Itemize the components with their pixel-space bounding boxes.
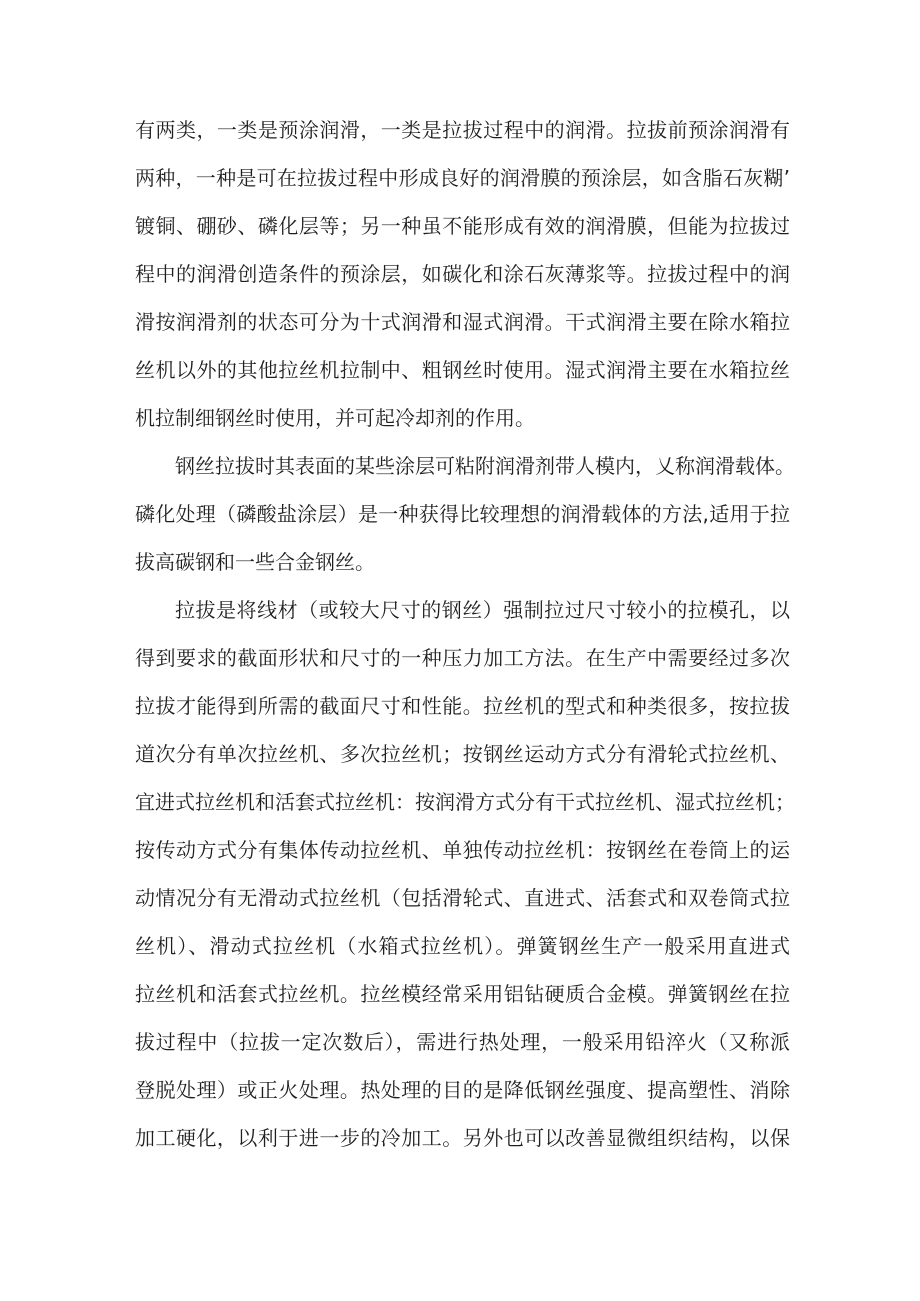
text-line: 丝机）、滑动式拉丝机（水箱式拉丝机）。弹簧钢丝生产一般采用直进式 bbox=[135, 934, 790, 958]
text-line: 滑按润滑剂的状态可分为十式润滑和湿式润滑。干式润滑主要在除水箱拉 bbox=[135, 310, 790, 334]
text-line: 宜进式拉丝机和活套式拉丝机：按润滑方式分有干式拉丝机、湿式拉丝机； bbox=[135, 790, 795, 814]
text-line: 拔高碳钢和一些合金钢丝。 bbox=[135, 550, 375, 574]
text-line: 拉拔才能得到所需的截面尺寸和性能。拉丝机的型式和种类很多，按拉拔 bbox=[135, 694, 790, 718]
text-line: 拉拔是将线材（或较大尺寸的钢丝）强制拉过尺寸较小的拉模孔，以 bbox=[175, 598, 790, 622]
text-line: 磷化处理（磷酸盐涂层）是一种获得比较理想的润滑载体的方法,适用于拉 bbox=[135, 502, 790, 526]
text-line: 得到要求的截面形状和尺寸的一种压力加工方法。在生产中需要经过多次 bbox=[135, 646, 790, 670]
text-line: 两种，一种是可在拉拔过程中形成良好的润滑膜的预涂层，如含脂石灰糊’ bbox=[135, 166, 790, 190]
paragraph-lubrication-types bbox=[135, 106, 790, 442]
text-line: 动情况分有无滑动式拉丝机（包括滑轮式、直进式、活套式和双卷筒式拉 bbox=[135, 886, 790, 910]
text-line: 登脱处理）或正火处理。热处理的目的是降低钢丝强度、提高塑性、消除 bbox=[135, 1078, 790, 1102]
paragraph-wire-drawing bbox=[135, 586, 795, 1162]
text-line: 有两类，一类是预涂润滑，一类是拉拔过程中的润滑。拉拔前预涂润滑有 bbox=[135, 118, 790, 142]
document-body bbox=[135, 106, 795, 1162]
text-line: 机拉制细钢丝时使用，并可起冷却剂的作用。 bbox=[135, 406, 535, 430]
text-line: 加工硬化，以利于进一步的冷加工。另外也可以改善显微组织结构，以保 bbox=[135, 1126, 790, 1150]
text-line: 道次分有单次拉丝机、多次拉丝机；按钢丝运动方式分有滑轮式拉丝机、 bbox=[135, 742, 790, 766]
text-line: 程中的润滑创造条件的预涂层，如碳化和涂石灰薄浆等。拉拔过程中的润 bbox=[135, 262, 790, 286]
text-line: 钢丝拉拔时其表面的某些涂层可粘附润滑剂带人模内，乂称润滑载体。 bbox=[175, 454, 795, 478]
text-line: 拔过程中（拉拔一定次数后），需进行热处理，一般采用铅淬火（又称派 bbox=[135, 1030, 790, 1054]
text-line: 镀铜、硼砂、磷化层等；另一种虽不能形成有效的润滑膜，但能为拉拔过 bbox=[135, 214, 790, 238]
paragraph-lubrication-carrier bbox=[135, 442, 795, 586]
text-line: 丝机以外的其他拉丝机拉制中、粗钢丝时使用。湿式润滑主要在水箱拉丝 bbox=[135, 358, 790, 382]
text-line: 按传动方式分有集体传动拉丝机、单独传动拉丝机：按钢丝在卷筒上的运 bbox=[135, 838, 790, 862]
text-line: 拉丝机和活套式拉丝机。拉丝模经常采用铝钻硬质合金模。弹簧钢丝在拉 bbox=[135, 982, 790, 1006]
